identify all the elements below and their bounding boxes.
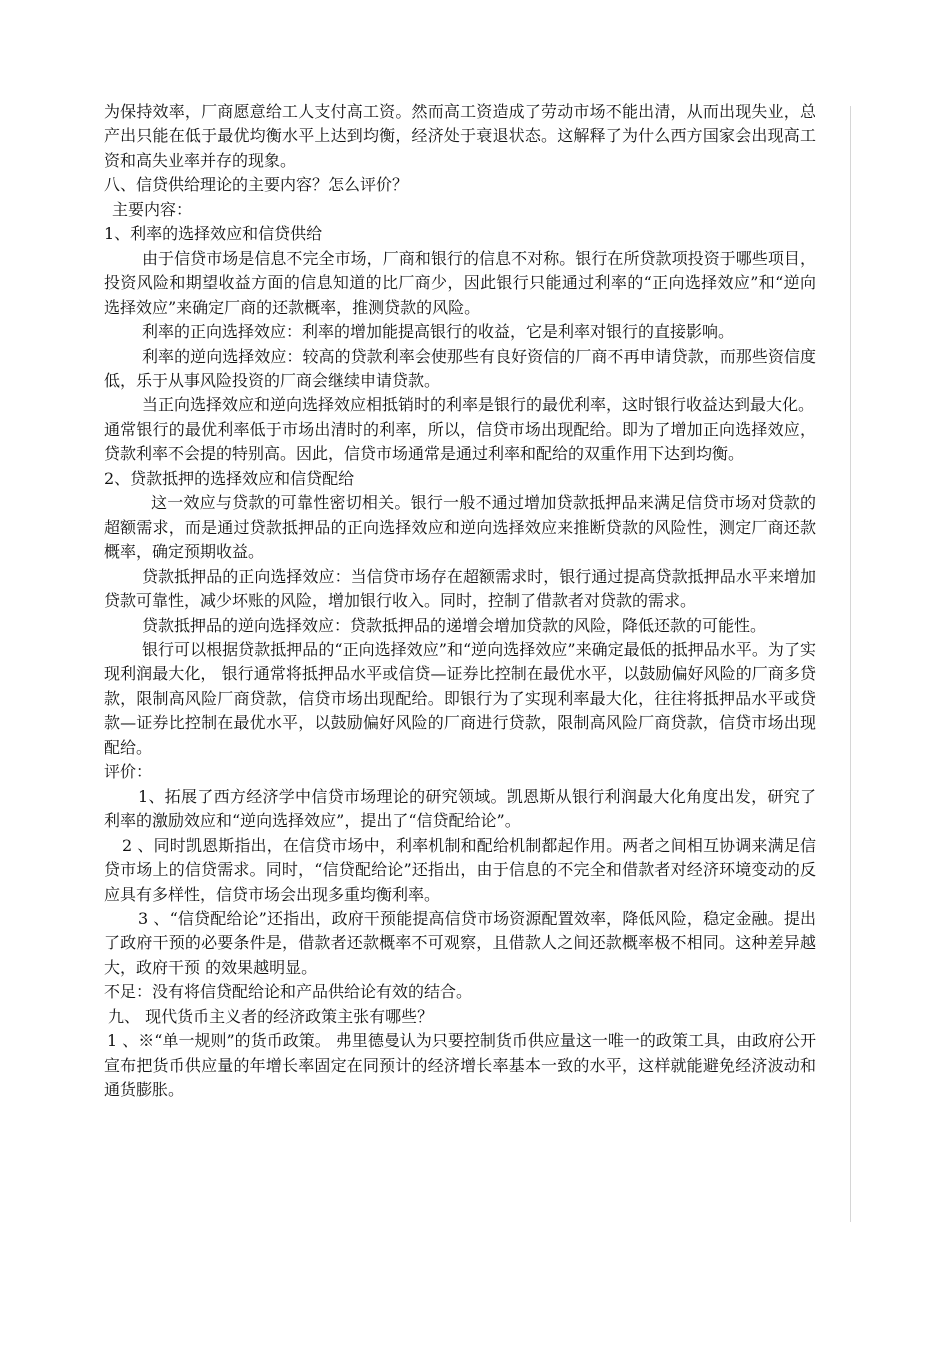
evaluation-item-1: 1、拓展了西方经济学中信贷市场理论的研究领域。凯恩斯从银行利润最大化角度出发，研究了利率的激励效应和“逆向选择效应”，提出了“信贷配给论”。: [104, 786, 816, 831]
paragraph: 通常银行的最优利率低于市场出清时的利率，所以，信贷市场出现配给。即为了增加正向选择效应，贷款利率不会提的特别高。因此，信贷市场通常是通过利率和配给的双重作用下达到均衡。: [104, 419, 816, 464]
subheading-main-content: 主要内容：: [112, 199, 193, 219]
paragraph: 利率的逆向选择效应：较高的贷款利率会使那些有良好资信的厂商不再申请贷款，而那些资信度低，乐于从事风险投资的厂商会继续申请贷款。: [104, 346, 816, 390]
paragraph: 由于信贷市场是信息不完全市场，厂商和银行的信息不对称。银行在所贷款项投资于哪些项目，投资风险和期望收益方面的信息知道的比厂商少，因此银行只能通过利率的“正向选择效应”和“逆向选择效应”来确定厂商的还款概率，推测贷款的风险。: [104, 248, 816, 317]
subheading-evaluation: 评价：: [104, 762, 153, 782]
point-heading-1: 1、利率的选择效应和信贷供给: [104, 224, 323, 244]
point-heading-2: 2、贷款抵押的选择效应和信贷配给: [104, 468, 355, 488]
document-body: [104, 100, 816, 1103]
paragraph: 银行可以根据贷款抵押品的“正向选择效应”和“逆向选择效应”来确定最低的抵押品水平。为了实现利润最大化， 银行通常将抵押品水平或信贷—证券比控制在最优水平，以鼓励偏好风险的厂商多贷款，限制高风险厂商贷款，信贷市场出现配给。即银行为了实现利率最大化，往往将抵押品水平或贷款—证券比控制在最优水平，以鼓励偏好风险的厂商进行贷款，限制高风险厂商贷款，信贷市场出现配给。: [104, 639, 816, 757]
paragraph: 1 、※“单一规则”的货币政策。 弗里德曼认为只要控制货币供应量这一唯一的政策工具，由政府公开宣布把货币供应量的年增长率固定在同预计的经济增长率基本一致的水平，这样就能避免经济波动和通货膨胀。: [104, 1031, 816, 1100]
page-edge-rule: [850, 106, 851, 1222]
paragraph: 贷款抵押品的正向选择效应：当信贷市场存在超额需求时，银行通过提高贷款抵押品水平来增加贷款可靠性，减少坏账的风险，增加银行收入。同时，控制了借款者对贷款的需求。: [104, 566, 816, 611]
section-heading-9: 九、 现代货币主义者的经济政策主张有哪些？: [108, 1006, 434, 1026]
paragraph: 这一效应与贷款的可靠性密切相关。银行一般不通过增加贷款抵押品来满足信贷市场对贷款的超额需求，而是通过贷款抵押品的正向选择效应和逆向选择效应来推断贷款的风险性，测定厂商还款概率，确定预期收益。: [104, 493, 816, 562]
evaluation-item-3: 3 、“信贷配给论”还指出，政府干预能提高信贷市场资源配置效率，降低风险，稳定金融。提出了政府干预的必要条件是，借款者还款概率不可观察，且借款人之间还款概率极不相同。这种差异越大，政府干预 的效果越明显。: [104, 908, 816, 977]
section-heading-8: 八、信贷供给理论的主要内容？怎么评价？: [104, 175, 409, 195]
paragraph-continuation: 为保持效率，厂商愿意给工人支付高工资。然而高工资造成了劳动市场不能出清，从而出现失业，总产出只能在低于最优均衡水平上达到均衡，经济处于衰退状态。这解释了为什么西方国家会出现高工资和高失业率并存的现象。: [104, 102, 816, 170]
paragraph: 利率的正向选择效应：利率的增加能提高银行的收益，它是利率对银行的直接影响。: [142, 322, 735, 342]
paragraph: 当正向选择效应和逆向选择效应相抵销时的利率是银行的最优利率，这时银行收益达到最大化。: [142, 395, 815, 415]
evaluation-item-2: 2 、同时凯恩斯指出，在信贷市场中，利率机制和配给机制都起作用。两者之间相互协调来满足信贷市场上的信贷需求。同时，“信贷配给论”还指出，由于信息的不完全和借款者对经济环境变动的反应具有多样性，信贷市场会出现多重均衡利率。: [104, 835, 816, 904]
paragraph-shortcoming: 不足：没有将信贷配给论和产品供给论有效的结合。: [104, 982, 473, 1002]
paragraph: 贷款抵押品的逆向选择效应：贷款抵押品的递增会增加贷款的风险，降低还款的可能性。: [142, 615, 767, 635]
